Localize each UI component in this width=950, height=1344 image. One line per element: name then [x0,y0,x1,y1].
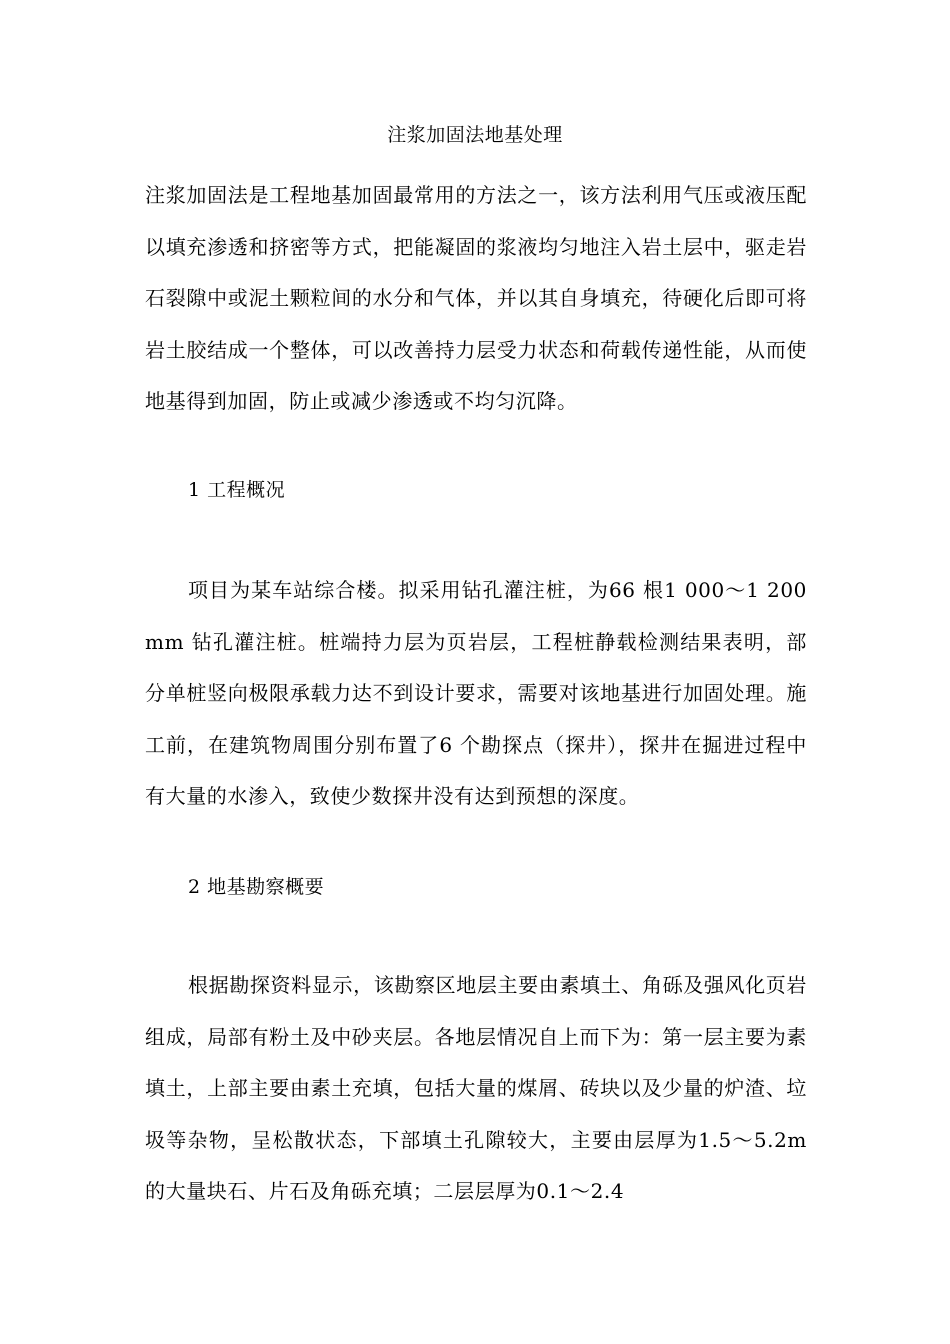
section-2-paragraph: 根据勘探资料显示，该勘察区地层主要由素填土、角砾及强风化页岩组成，局部有粉土及中砂夹层。各地层情况自上而下为：第一层主要为素填土，上部主要由素土充填，包括大量的煤屑、砖块以及少量的炉渣、垃圾等杂物，呈松散状态，下部填土孔隙较大，主要由层厚为1.5～5.2m 的大量块石、片石及角砾充填；二层层厚为0.1～2.4 [145,973,807,1203]
section-1-heading: 1 工程概况 [188,479,286,501]
section-2-heading: 2 地基勘察概要 [188,876,325,898]
section-1-paragraph: 项目为某车站综合楼。拟采用钻孔灌注桩，为66 根1 000～1 200 mm 钻孔灌注桩。桩端持力层为页岩层，工程桩静载检测结果表明，部分单桩竖向极限承载力达不到设计要求，需要对该地基进行加固处理。施工前，在建筑物周围分别布置了6 个勘探点（探井），探井在掘进过程中有大量的水渗入，致使少数探井没有达到预想的深度。 [145,578,807,808]
document-title: 注浆加固法地基处理 [387,124,563,146]
intro-paragraph: 注浆加固法是工程地基加固最常用的方法之一，该方法利用气压或液压配以填充渗透和挤密等方式，把能凝固的浆液均匀地注入岩土层中，驱走岩石裂隙中或泥土颗粒间的水分和气体，并以其自身填充，待硬化后即可将岩土胶结成一个整体，可以改善持力层受力状态和荷载传递性能，从而使地基得到加固，防止或减少渗透或不均匀沉降。 [145,183,807,413]
